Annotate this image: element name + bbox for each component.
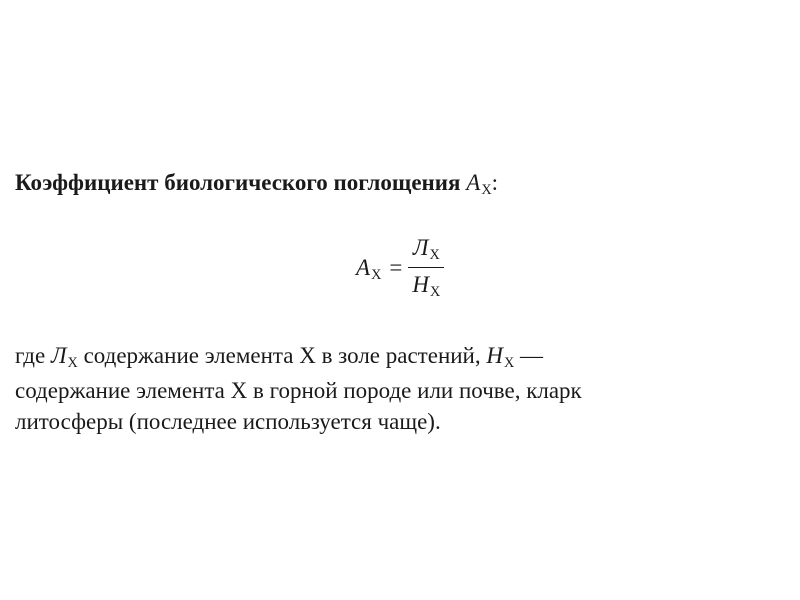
formula-lhs-subscript: X bbox=[371, 266, 382, 283]
formula-numerator-subscript: X bbox=[429, 246, 440, 263]
formula-denominator-letter: H bbox=[412, 272, 429, 298]
description-var-h bbox=[486, 343, 515, 371]
heading bbox=[15, 168, 498, 201]
formula-denominator bbox=[408, 268, 444, 302]
description-line-1 bbox=[15, 340, 785, 375]
heading-variable bbox=[466, 170, 492, 198]
formula-numerator bbox=[409, 234, 444, 267]
description bbox=[15, 340, 785, 437]
formula-numerator-letter: Л bbox=[412, 234, 429, 260]
description-prefix: где bbox=[15, 343, 46, 368]
description-var-h-letter: H bbox=[486, 343, 503, 368]
description-var-l-letter: Л bbox=[50, 343, 67, 368]
formula-lhs bbox=[356, 255, 381, 281]
formula-equals-sign: = bbox=[389, 255, 403, 280]
heading-variable-letter: A bbox=[466, 170, 481, 195]
heading-colon: : bbox=[491, 170, 499, 195]
formula-fraction bbox=[408, 234, 444, 302]
formula bbox=[356, 228, 444, 308]
description-var-l bbox=[50, 343, 78, 371]
description-var-h-subscript: X bbox=[504, 354, 515, 371]
description-var-l-subscript: X bbox=[67, 354, 78, 371]
heading-variable-subscript: X bbox=[481, 181, 492, 198]
formula-denominator-subscript: X bbox=[429, 284, 441, 301]
description-middle: содержание элемента X в золе растений, bbox=[83, 343, 481, 368]
heading-text: Коэффициент биологического поглощения bbox=[15, 170, 461, 195]
description-line-3: литосферы (последнее используется чаще). bbox=[15, 409, 441, 434]
description-line-2: содержание элемента X в горной породе или почве, кларк bbox=[15, 378, 582, 403]
description-dash: — bbox=[520, 343, 544, 368]
formula-lhs-letter: A bbox=[356, 255, 371, 280]
